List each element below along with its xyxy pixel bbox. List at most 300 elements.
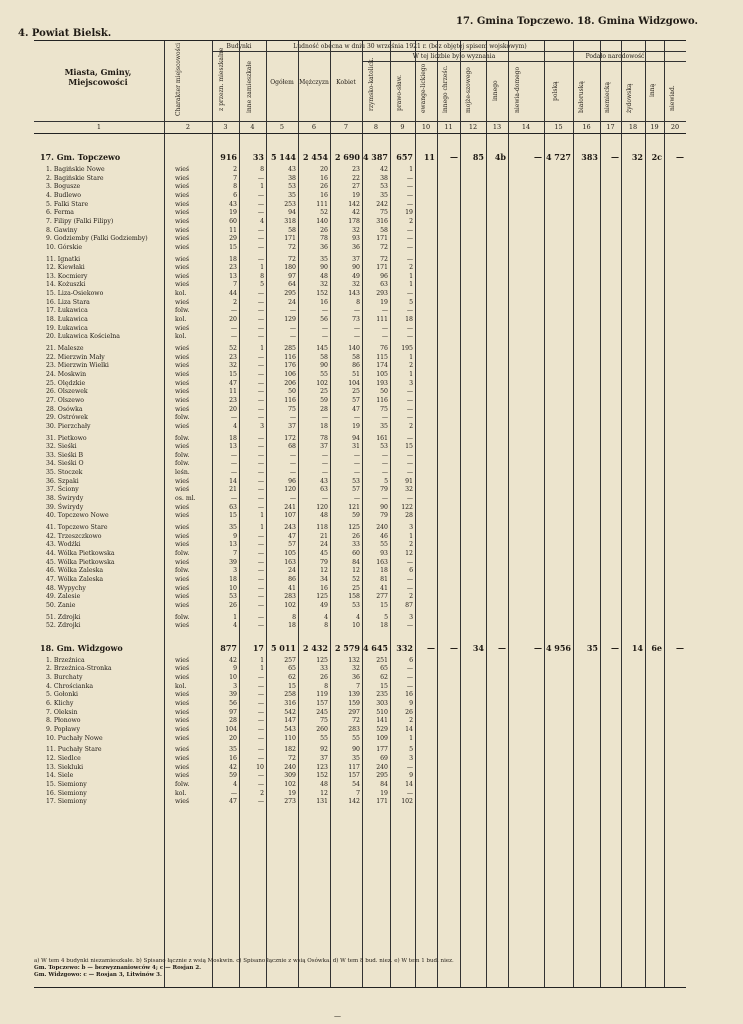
cell-value: 56 — [320, 316, 328, 324]
cell-value: — — [257, 549, 264, 557]
place-type: wieś — [175, 379, 190, 387]
cell-value: 383 — [581, 152, 598, 162]
cell-value: 35 — [586, 642, 598, 653]
cell-value: 48 — [320, 512, 328, 520]
cell-value: — — [289, 324, 296, 332]
cell-value: 172 — [284, 434, 296, 442]
cell-value: — — [406, 789, 413, 797]
cell-value: 7 — [356, 789, 360, 797]
cell-value: 141 — [376, 717, 388, 725]
place-name: 33. Sieśki B — [46, 451, 84, 459]
cell-value: 107 — [284, 512, 296, 520]
cell-value: 23 — [229, 264, 237, 272]
cell-value: 58 — [288, 226, 296, 234]
place-type: wieś — [175, 166, 190, 173]
cell-value: 4 956 — [545, 642, 571, 653]
column-number: 11 — [444, 123, 453, 131]
place-type: folw. — [175, 434, 190, 442]
cell-value: 36 — [352, 674, 360, 682]
cell-value: 240 — [376, 763, 388, 771]
cell-value: — — [257, 362, 264, 370]
cell-value: 152 — [316, 772, 328, 780]
cell-value: — — [257, 191, 264, 199]
cell-value: — — [406, 558, 413, 566]
cell-value: 18 — [380, 567, 388, 575]
cell-value: — — [257, 593, 264, 601]
cell-value: 46 — [380, 532, 388, 540]
cell-value: 76 — [380, 345, 388, 352]
cell-value: 14 — [405, 726, 413, 733]
cell-value: — — [230, 469, 237, 477]
cell-value: 6 — [409, 567, 413, 575]
cell-value: 24 — [288, 298, 296, 306]
cell-value: 104 — [348, 379, 360, 387]
cell-value: 72 — [352, 717, 360, 725]
place-name: 8. Płonowo — [46, 717, 81, 725]
cell-value: 3 — [260, 422, 264, 430]
place-name: 22. Mierzwin Mały — [46, 353, 105, 361]
col-german: niemiecką — [604, 81, 611, 113]
cell-value: 2c — [651, 152, 662, 162]
cell-value: 53 — [352, 601, 360, 609]
cell-value: 9 — [409, 772, 413, 780]
place-name: 7. Filipy (Falki Filipy) — [46, 217, 114, 225]
cell-value: — — [257, 477, 264, 485]
cell-value: 120 — [284, 486, 296, 494]
cell-value: 8 — [292, 613, 296, 621]
cell-value: — — [353, 307, 360, 315]
cell-value: — — [381, 307, 388, 315]
cell-value: 48 — [320, 780, 328, 788]
cell-value: 297 — [348, 708, 360, 716]
cell-value: 47 — [229, 379, 237, 387]
column-number: 17 — [606, 123, 615, 131]
cell-value: 1 — [409, 166, 413, 173]
cell-value: 145 — [316, 345, 328, 352]
cell-value: 32 — [631, 152, 643, 162]
place-type: wieś — [175, 255, 190, 263]
col-rc: rzymsko-katolick. — [368, 57, 375, 111]
cell-value: 4 — [260, 217, 264, 225]
cell-value: 35 — [288, 191, 296, 199]
cell-value: — — [381, 414, 388, 422]
cell-value: — — [381, 495, 388, 503]
place-type: wieś — [175, 281, 190, 289]
cell-value: 2 — [409, 217, 413, 225]
place-type: wieś — [175, 443, 190, 451]
cell-value: 15 — [229, 243, 237, 251]
cell-value: 26 — [320, 674, 328, 682]
place-type: wieś — [175, 191, 190, 199]
place-name: 5. Falki Stare — [46, 200, 89, 208]
place-type: os. ml. — [175, 495, 196, 503]
cell-value: 18 — [380, 622, 388, 630]
cell-value: 161 — [376, 434, 388, 442]
place-name: 28. Osówka — [46, 405, 83, 413]
cell-value: — — [406, 674, 413, 682]
place-name: 51. Zdrojki — [46, 613, 81, 621]
place-name: 48. Wypychy — [46, 584, 86, 592]
cell-value: 102 — [284, 780, 296, 788]
cell-value: 78 — [320, 434, 328, 442]
cell-value: 8 — [356, 298, 360, 306]
col-women: Kobiet — [336, 79, 356, 86]
cell-value: 283 — [284, 593, 296, 601]
place-type: wieś — [175, 558, 190, 566]
cell-value: 240 — [284, 763, 296, 771]
cell-value: — — [257, 298, 264, 306]
cell-value: 72 — [288, 243, 296, 251]
cell-value: 15 — [380, 601, 388, 609]
place-type: wieś — [175, 575, 190, 583]
place-name: 17. Siemiony — [46, 798, 87, 806]
cell-value: 16 — [229, 754, 237, 762]
cell-value: — — [257, 780, 264, 788]
cell-value: — — [406, 451, 413, 459]
cell-value: 73 — [352, 316, 360, 324]
cell-value: — — [406, 290, 413, 298]
gmina-title: 18. Gm. Widzgowo — [40, 642, 123, 653]
cell-value: 20 — [229, 734, 237, 742]
place-type: folw. — [175, 307, 190, 315]
cell-value: 53 — [380, 183, 388, 191]
place-name: 3. Burchaty — [46, 674, 83, 682]
cell-value: — — [230, 451, 237, 459]
cell-value: 81 — [380, 575, 388, 583]
cell-value: — — [289, 451, 296, 459]
place-name: 1. Bagińskie Nowe — [46, 166, 105, 173]
cell-value: 12 — [405, 549, 413, 557]
cell-value: — — [406, 307, 413, 315]
col-jewish: żydowską — [626, 83, 633, 113]
cell-value: — — [406, 324, 413, 332]
cell-value: 182 — [284, 746, 296, 754]
cell-value: 277 — [376, 593, 388, 601]
place-type: wieś — [175, 209, 190, 217]
column-number: 4 — [250, 123, 255, 131]
cell-value: 43 — [320, 477, 328, 485]
cell-value: 1 — [409, 272, 413, 280]
place-name: 49. Zalesie — [46, 593, 81, 601]
cell-value: 2 579 — [334, 642, 360, 653]
place-name: 2. Brzeźnica-Stronka — [46, 665, 112, 673]
col-other: innego — [492, 80, 499, 101]
cell-value: 32 — [352, 226, 360, 234]
cell-value: — — [257, 200, 264, 208]
cell-value: 68 — [288, 443, 296, 451]
cell-value: — — [257, 405, 264, 413]
place-name: 6. Ferma — [46, 209, 75, 217]
cell-value: 36 — [352, 243, 360, 251]
cell-value: 105 — [284, 549, 296, 557]
cell-value: 58 — [320, 353, 328, 361]
cell-value: 41 — [380, 584, 388, 592]
column-number: 6 — [311, 123, 317, 131]
cell-value: — — [257, 754, 264, 762]
cell-value: 3 — [409, 524, 413, 531]
cell-value: — — [406, 665, 413, 673]
cell-value: 131 — [316, 798, 328, 806]
col-polish: polską — [552, 81, 559, 101]
cell-value: — — [611, 152, 619, 162]
col-inna: inną — [649, 83, 656, 97]
cell-value: — — [289, 307, 296, 315]
cell-value: 106 — [284, 370, 296, 378]
cell-value: 109 — [376, 734, 388, 742]
cell-value: 55 — [320, 370, 328, 378]
place-name: 3. Bogusze — [46, 183, 81, 191]
place-type: wieś — [175, 298, 190, 306]
cell-value: — — [353, 495, 360, 503]
cell-value: — — [257, 324, 264, 332]
cell-value: 2 — [409, 362, 413, 370]
cell-value: 2 454 — [302, 152, 328, 162]
place-name: 4. Budlewo — [46, 191, 82, 199]
cell-value: 4 — [233, 422, 237, 430]
cell-value: 4 — [356, 613, 360, 621]
cell-value: 295 — [284, 290, 296, 298]
cell-value: — — [406, 495, 413, 503]
cell-value: 206 — [284, 379, 296, 387]
column-number: 9 — [400, 123, 405, 131]
place-type: wieś — [175, 541, 190, 549]
cell-value: 42 — [380, 166, 388, 173]
place-type: wieś — [175, 174, 190, 182]
place-name: 43. Wodźki — [46, 541, 81, 549]
cell-value: 19 — [352, 191, 360, 199]
cell-value: 7 — [233, 549, 237, 557]
cell-value: — — [257, 503, 264, 511]
cell-value: 543 — [284, 726, 296, 733]
cell-value: 90 — [352, 264, 360, 272]
column-number: 14 — [521, 123, 531, 131]
col-orth: prawo-sław. — [396, 75, 403, 111]
cell-value: — — [406, 763, 413, 771]
cell-value: 59 — [229, 772, 237, 780]
cell-value: 29 — [229, 235, 237, 243]
cell-value: 60 — [352, 549, 360, 557]
cell-value: — — [257, 469, 264, 477]
cell-value: 59 — [320, 396, 328, 404]
cell-value: 18 — [229, 255, 237, 263]
cell-value: 44 — [229, 290, 237, 298]
cell-value: 55 — [380, 541, 388, 549]
cell-value: 94 — [288, 209, 296, 217]
cell-value: 104 — [225, 726, 237, 733]
place-type: folw. — [175, 549, 190, 557]
col-nationality: Podało narodowość — [585, 53, 645, 60]
cell-value: — — [611, 642, 619, 653]
cell-value: — — [406, 575, 413, 583]
place-type: kol. — [175, 682, 187, 690]
cell-value: 38 — [288, 174, 296, 182]
cell-value: 2 — [409, 717, 413, 725]
cell-value: 176 — [284, 362, 296, 370]
place-name: 35. Stoczek — [46, 469, 83, 477]
place-type: wieś — [175, 388, 190, 396]
cell-value: 251 — [376, 656, 388, 664]
cell-value: 6 — [409, 656, 413, 664]
cell-value: — — [257, 226, 264, 234]
place-name: 15. Siemiony — [46, 780, 87, 788]
cell-value: 129 — [284, 316, 296, 324]
cell-value: — — [289, 460, 296, 468]
column-number: 7 — [343, 123, 349, 131]
place-name: 31. Pietkowo — [46, 434, 87, 442]
place-name: 20. Łukawica Kościelna — [46, 333, 120, 341]
cell-value: — — [257, 414, 264, 422]
cell-value: 55 — [320, 734, 328, 742]
cell-value: — — [321, 414, 328, 422]
cell-value: 13 — [229, 443, 237, 451]
cell-value: 257 — [284, 656, 296, 664]
place-type: wieś — [175, 746, 190, 754]
cell-value: 33 — [320, 665, 328, 673]
place-name: 16. Siemiony — [46, 789, 87, 797]
place-name: 50. Zanie — [46, 601, 76, 609]
cell-value: — — [257, 451, 264, 459]
cell-value: — — [257, 575, 264, 583]
cell-value: 1 — [260, 264, 264, 272]
cell-value: — — [289, 495, 296, 503]
cell-value: 171 — [376, 235, 388, 243]
cell-value: 157 — [348, 772, 360, 780]
place-name: 2. Bagińskie Stare — [46, 174, 104, 182]
cell-value: 283 — [348, 726, 360, 733]
place-name: 18. Łukawica — [46, 316, 88, 324]
cell-value: — — [257, 316, 264, 324]
cell-value: 19 — [229, 209, 237, 217]
cell-value: 65 — [288, 665, 296, 673]
cell-value: 3 — [409, 613, 413, 621]
cell-value: 5 — [384, 477, 388, 485]
cell-value: 19 — [380, 298, 388, 306]
cell-value: 58 — [380, 226, 388, 234]
cell-value: — — [257, 613, 264, 621]
cell-value: 16 — [405, 691, 413, 699]
cell-value: 97 — [288, 272, 296, 280]
cell-value: 36 — [320, 243, 328, 251]
place-name: 11. Ignatki — [46, 255, 81, 263]
cell-value: 90 — [320, 264, 328, 272]
place-type: wieś — [175, 353, 190, 361]
cell-value: 117 — [348, 763, 360, 771]
cell-value: 18 — [229, 575, 237, 583]
place-name: 9. Popławy — [46, 726, 80, 733]
place-type: kol. — [175, 316, 187, 324]
cell-value: 159 — [348, 700, 360, 708]
cell-value: 75 — [288, 405, 296, 413]
cell-value: — — [257, 726, 264, 733]
cell-value: — — [321, 307, 328, 315]
place-type: wieś — [175, 532, 190, 540]
cell-value: — — [230, 460, 237, 468]
cell-value: — — [257, 460, 264, 468]
cell-value: — — [230, 414, 237, 422]
cell-value: 16 — [320, 191, 328, 199]
cell-value: — — [289, 414, 296, 422]
cell-value: — — [257, 255, 264, 263]
cell-value: 21 — [320, 532, 328, 540]
cell-value: — — [257, 798, 264, 806]
cell-value: 27 — [352, 183, 360, 191]
cell-value: 49 — [320, 601, 328, 609]
place-type: wieś — [175, 734, 190, 742]
cell-value: — — [257, 601, 264, 609]
cell-value: 4 645 — [362, 642, 388, 653]
cell-value: 316 — [284, 700, 296, 708]
cell-value: 96 — [380, 272, 388, 280]
cell-value: 87 — [405, 601, 413, 609]
cell-value: 7 — [233, 281, 237, 289]
cell-value: 28 — [405, 512, 413, 520]
cell-value: — — [381, 324, 388, 332]
cell-value: 55 — [352, 734, 360, 742]
place-type: wieś — [175, 656, 190, 664]
cell-value: 16 — [320, 584, 328, 592]
cell-value: 19 — [288, 789, 296, 797]
cell-value: — — [406, 460, 413, 468]
cell-value: 529 — [376, 726, 388, 733]
place-type: folw. — [175, 414, 190, 422]
cell-value: 16 — [320, 174, 328, 182]
cell-value: 84 — [380, 780, 388, 788]
cell-value: 26 — [320, 183, 328, 191]
cell-value: 318 — [284, 217, 296, 225]
cell-value: 163 — [284, 558, 296, 566]
cell-value: 56 — [229, 700, 237, 708]
cell-value: — — [257, 495, 264, 503]
cell-value: 33 — [252, 152, 264, 162]
cell-value: — — [406, 226, 413, 234]
cell-value: 25 — [352, 388, 360, 396]
cell-value: — — [257, 396, 264, 404]
cell-value: — — [321, 451, 328, 459]
place-name: 11. Puchały Stare — [46, 746, 102, 754]
cell-value: 34 — [472, 642, 484, 653]
cell-value: — — [353, 324, 360, 332]
cell-value: — — [406, 414, 413, 422]
col-men: Mężczyzn — [299, 79, 329, 86]
cell-value: 15 — [229, 370, 237, 378]
cell-value: 3 — [409, 379, 413, 387]
cell-value: — — [257, 700, 264, 708]
cell-value: 1 — [409, 532, 413, 540]
cell-value: 2 — [409, 593, 413, 601]
cell-value: 657 — [396, 152, 413, 162]
cell-value: — — [450, 642, 458, 653]
table-body — [34, 134, 686, 987]
cell-value: 57 — [352, 396, 360, 404]
cell-value: 41 — [288, 584, 296, 592]
place-name: 23. Mierzwin Wielki — [46, 362, 109, 370]
cell-value: 90 — [380, 503, 388, 511]
cell-value: — — [257, 558, 264, 566]
cell-value: 7 — [356, 682, 360, 690]
cell-value: 6e — [651, 642, 662, 653]
cell-value: 510 — [376, 708, 388, 716]
cell-value: 92 — [320, 746, 328, 754]
cell-value: 171 — [284, 235, 296, 243]
place-type: wieś — [175, 486, 190, 494]
cell-value: 28 — [229, 717, 237, 725]
cell-value: 45 — [320, 549, 328, 557]
cell-value: 22 — [352, 174, 360, 182]
cell-value: 178 — [348, 217, 360, 225]
cell-value: 63 — [320, 486, 328, 494]
cell-value: — — [257, 209, 264, 217]
place-type: wieś — [175, 235, 190, 243]
